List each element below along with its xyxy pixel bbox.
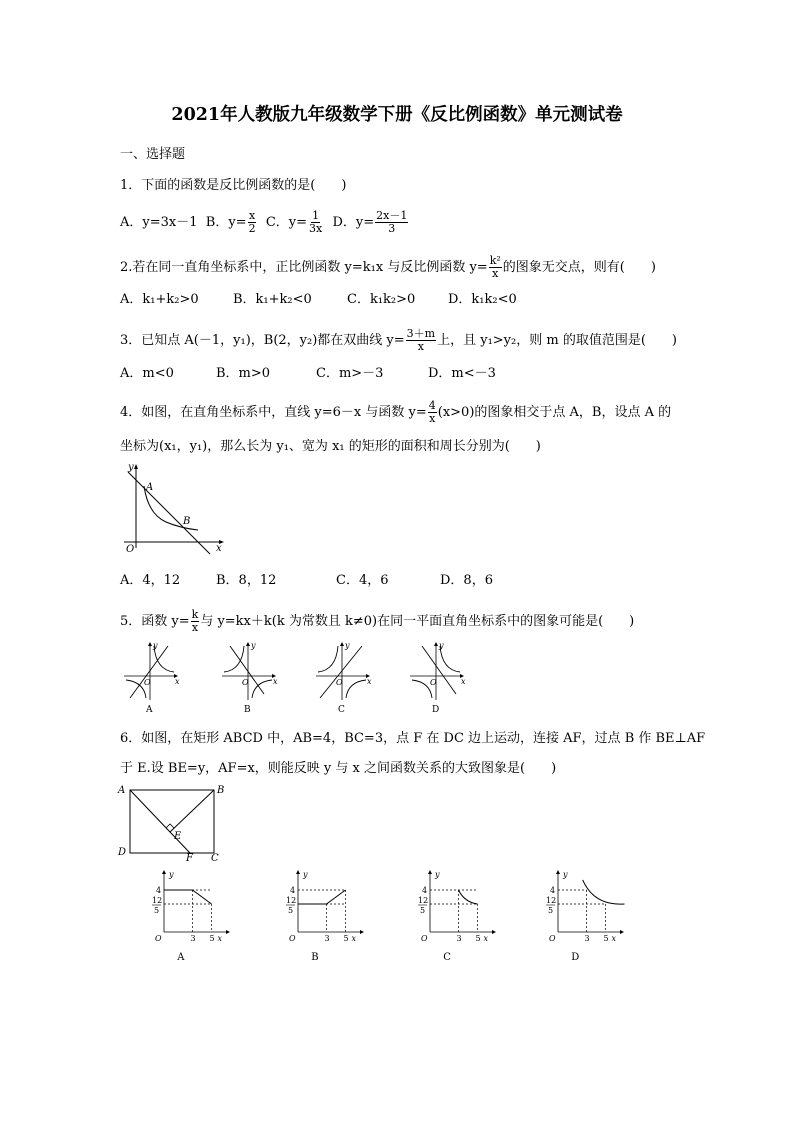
q5-origin-label: O [336, 678, 343, 687]
q6-label-b: B [217, 785, 225, 796]
q6-x-tick-5: 5 [475, 934, 481, 943]
q6-curve [459, 890, 478, 904]
q5-origin-label: O [430, 678, 437, 687]
q4-option-a: A．4，12 [120, 573, 181, 588]
q6-x-tick-3: 3 [456, 934, 462, 943]
q6-x-arrow [360, 930, 364, 934]
q5-line [130, 646, 168, 698]
q6-y-tick-num: 12 [418, 896, 429, 905]
q6-y-arrow [556, 870, 560, 874]
q5-option-label: C [338, 705, 345, 715]
q5-x-label: x [461, 677, 466, 686]
q3-option-a: A．m<0 [120, 366, 174, 381]
q6-x-arrow [226, 930, 230, 934]
q5-option-label: A [146, 705, 153, 715]
q6-origin-label: O [421, 934, 428, 943]
q5-hyperbola-branch [252, 680, 272, 698]
q2-option-c: C．k₁k₂>0 [347, 292, 416, 307]
q4-y-label: y [128, 462, 134, 473]
q5-option-label: D [432, 705, 440, 715]
q4-point-a: A [146, 482, 154, 493]
q6-curve [583, 880, 625, 904]
q1-options [120, 210, 409, 235]
q3-option-c: C．m>－3 [316, 366, 384, 381]
q5-hyperbola-branch [318, 646, 338, 672]
q6-graph-c [410, 866, 502, 966]
q6-y-tick-4: 4 [550, 886, 556, 895]
q2-stem: 2.若在同一直角坐标系中，正比例函数 y=k₁x 与反比例函数 y= $\frac{\text{k²}}{x}$ 的图象无交点，则有( ) [120, 254, 656, 280]
q5-x-label: x [273, 677, 278, 686]
q5-y-label: y [439, 641, 444, 650]
q1-option-d: D．y= $\frac{2x-1}{3}$ [332, 209, 408, 235]
q6-y-tick-num: 12 [152, 896, 163, 905]
q6-stem-line2: 于 E.设 BE=y，AF=x，则能反映 y 与 x 之间函数关系的大致图象是( ) [120, 761, 557, 776]
q5-origin-label: O [144, 678, 151, 687]
q6-y-tick-4: 4 [290, 886, 296, 895]
q6-y-arrow [162, 870, 166, 874]
q5-hyperbola-branch [224, 646, 244, 672]
q6-origin-label: O [549, 934, 556, 943]
q6-graph-d [538, 866, 630, 966]
q3-stem: 3．已知点 A(－1，y₁)，B(2，y₂)都在双曲线 y= $\frac{3+m}{x}$ 上，且 y₁>y₂，则 m 的取值范围是( ) [120, 327, 677, 353]
q1-option-c: C．y= $\frac{1}{3x}$ [265, 209, 323, 235]
q4-origin-label: O [126, 544, 135, 555]
q5-y-arrow [148, 642, 152, 646]
q5-y-arrow [246, 642, 250, 646]
q5-graph-a [120, 640, 184, 715]
q5-stem: 5．函数 y= $\frac{k}{x}$ 与 y=kx＋k(k 为常数且 k≠0)在同一平面直角坐标系中的图象可能是( ) [120, 608, 635, 634]
q6-stem-line1: 6．如图，在矩形 ABCD 中，AB=4，BC=3，点 F 在 DC 边上运动，连接 AF，过点 B 作 BE⊥AF [120, 731, 706, 746]
q6-option-label: C [443, 952, 451, 963]
q6-rect-abcd [130, 790, 214, 853]
q6-y-label: y [435, 870, 440, 879]
q1-option-b: B．y= $\frac{x}{2}$ [205, 209, 256, 235]
q2-option-d: D．k₁k₂<0 [448, 292, 517, 307]
q4-option-d: D．8，6 [440, 573, 493, 588]
q6-graph-b [278, 866, 370, 966]
q5-x-label: x [367, 677, 372, 686]
section-heading: 一、选择题 [120, 147, 186, 162]
q6-graph-a [144, 866, 236, 966]
q4-option-c: C．4，6 [336, 573, 389, 588]
q6-y-tick-den: 5 [154, 906, 160, 915]
q6-label-a: A [118, 785, 126, 796]
q6-option-label: B [311, 952, 319, 963]
q6-x-arrow [620, 930, 624, 934]
q1-stem: 1．下面的函数是反比例函数的是( ) [120, 178, 347, 193]
q1-option-a: A．y=3x－1 [120, 215, 198, 230]
q5-y-label: y [345, 641, 350, 650]
q6-y-label: y [303, 870, 308, 879]
q4-point-b: B [183, 516, 191, 527]
q2-option-a: A．k₁+k₂>0 [120, 292, 199, 307]
q5-y-arrow [340, 642, 344, 646]
q6-x-tick-5: 5 [209, 934, 215, 943]
q6-x-tick-3: 3 [190, 934, 196, 943]
q6-label-d: D [118, 847, 127, 858]
q6-y-tick-4: 4 [156, 886, 162, 895]
q3-option-b: B．m>0 [216, 366, 271, 381]
q6-x-arrow [492, 930, 496, 934]
q6-x-label: x [351, 934, 357, 943]
q5-hyperbola-branch [412, 680, 432, 698]
q6-x-label: x [483, 934, 489, 943]
q6-x-tick-3: 3 [324, 934, 330, 943]
q5-x-label: x [175, 677, 180, 686]
q6-label-e: E [174, 831, 182, 842]
q5-graph-d [406, 640, 470, 715]
q6-x-tick-5: 5 [343, 934, 349, 943]
q4-option-b: B．8，12 [216, 573, 277, 588]
page-title: 2021年人教版九年级数学下册《反比例函数》单元测试卷 [171, 105, 623, 125]
q6-x-tick-3: 3 [584, 934, 590, 943]
q5-origin-label: O [242, 678, 249, 687]
q6-y-tick-den: 5 [420, 906, 426, 915]
q4-figure [118, 462, 228, 558]
q6-x-tick-5: 5 [603, 934, 609, 943]
q6-x-label: x [217, 934, 223, 943]
q3-option-d: D．m<－3 [428, 366, 496, 381]
q6-y-tick-den: 5 [288, 906, 294, 915]
q6-y-arrow [428, 870, 432, 874]
q4-stem: 4．如图，在直角坐标系中，直线 y=6－x 与函数 y= $\frac{4}{x}$ (x>0)的图象相交于点 A，B，设点 A 的 [120, 399, 672, 425]
q6-y-tick-den: 5 [548, 906, 554, 915]
q4-y-arrow [134, 464, 138, 469]
q6-origin-label: O [289, 934, 296, 943]
q5-hyperbola-branch [346, 680, 366, 698]
q5-graph-b [218, 640, 282, 715]
q5-graph-c [312, 640, 376, 715]
q6-x-label: x [611, 934, 617, 943]
q6-curve [298, 890, 346, 904]
q6-label-c: C [211, 853, 219, 863]
q6-right-angle-mark [166, 824, 174, 828]
q5-option-label: B [244, 705, 251, 715]
q6-rectangle-figure [116, 783, 228, 863]
q4-stem-line2: 坐标为(x₁，y₁)，那么长为 y₁、宽为 x₁ 的矩形的面积和周长分别为( ) [120, 439, 541, 454]
q5-line [320, 646, 362, 698]
q4-x-label: x [216, 543, 222, 554]
q5-hyperbola-branch [126, 680, 146, 698]
q6-option-label: D [571, 952, 580, 963]
q6-y-tick-4: 4 [422, 886, 428, 895]
q5-y-label: y [251, 641, 256, 650]
q6-label-f: F [186, 853, 193, 863]
q6-segment-be [170, 790, 214, 832]
q5-y-label: y [153, 641, 158, 650]
q6-y-tick-num: 12 [286, 896, 297, 905]
q6-option-label: A [177, 952, 185, 963]
q6-y-tick-num: 12 [546, 896, 557, 905]
q6-y-arrow [296, 870, 300, 874]
q6-y-label: y [563, 870, 568, 879]
q6-origin-label: O [155, 934, 162, 943]
q6-curve [164, 890, 212, 904]
q5-y-arrow [434, 642, 438, 646]
q2-option-b: B．k₁+k₂<0 [233, 292, 312, 307]
q6-y-label: y [169, 870, 174, 879]
